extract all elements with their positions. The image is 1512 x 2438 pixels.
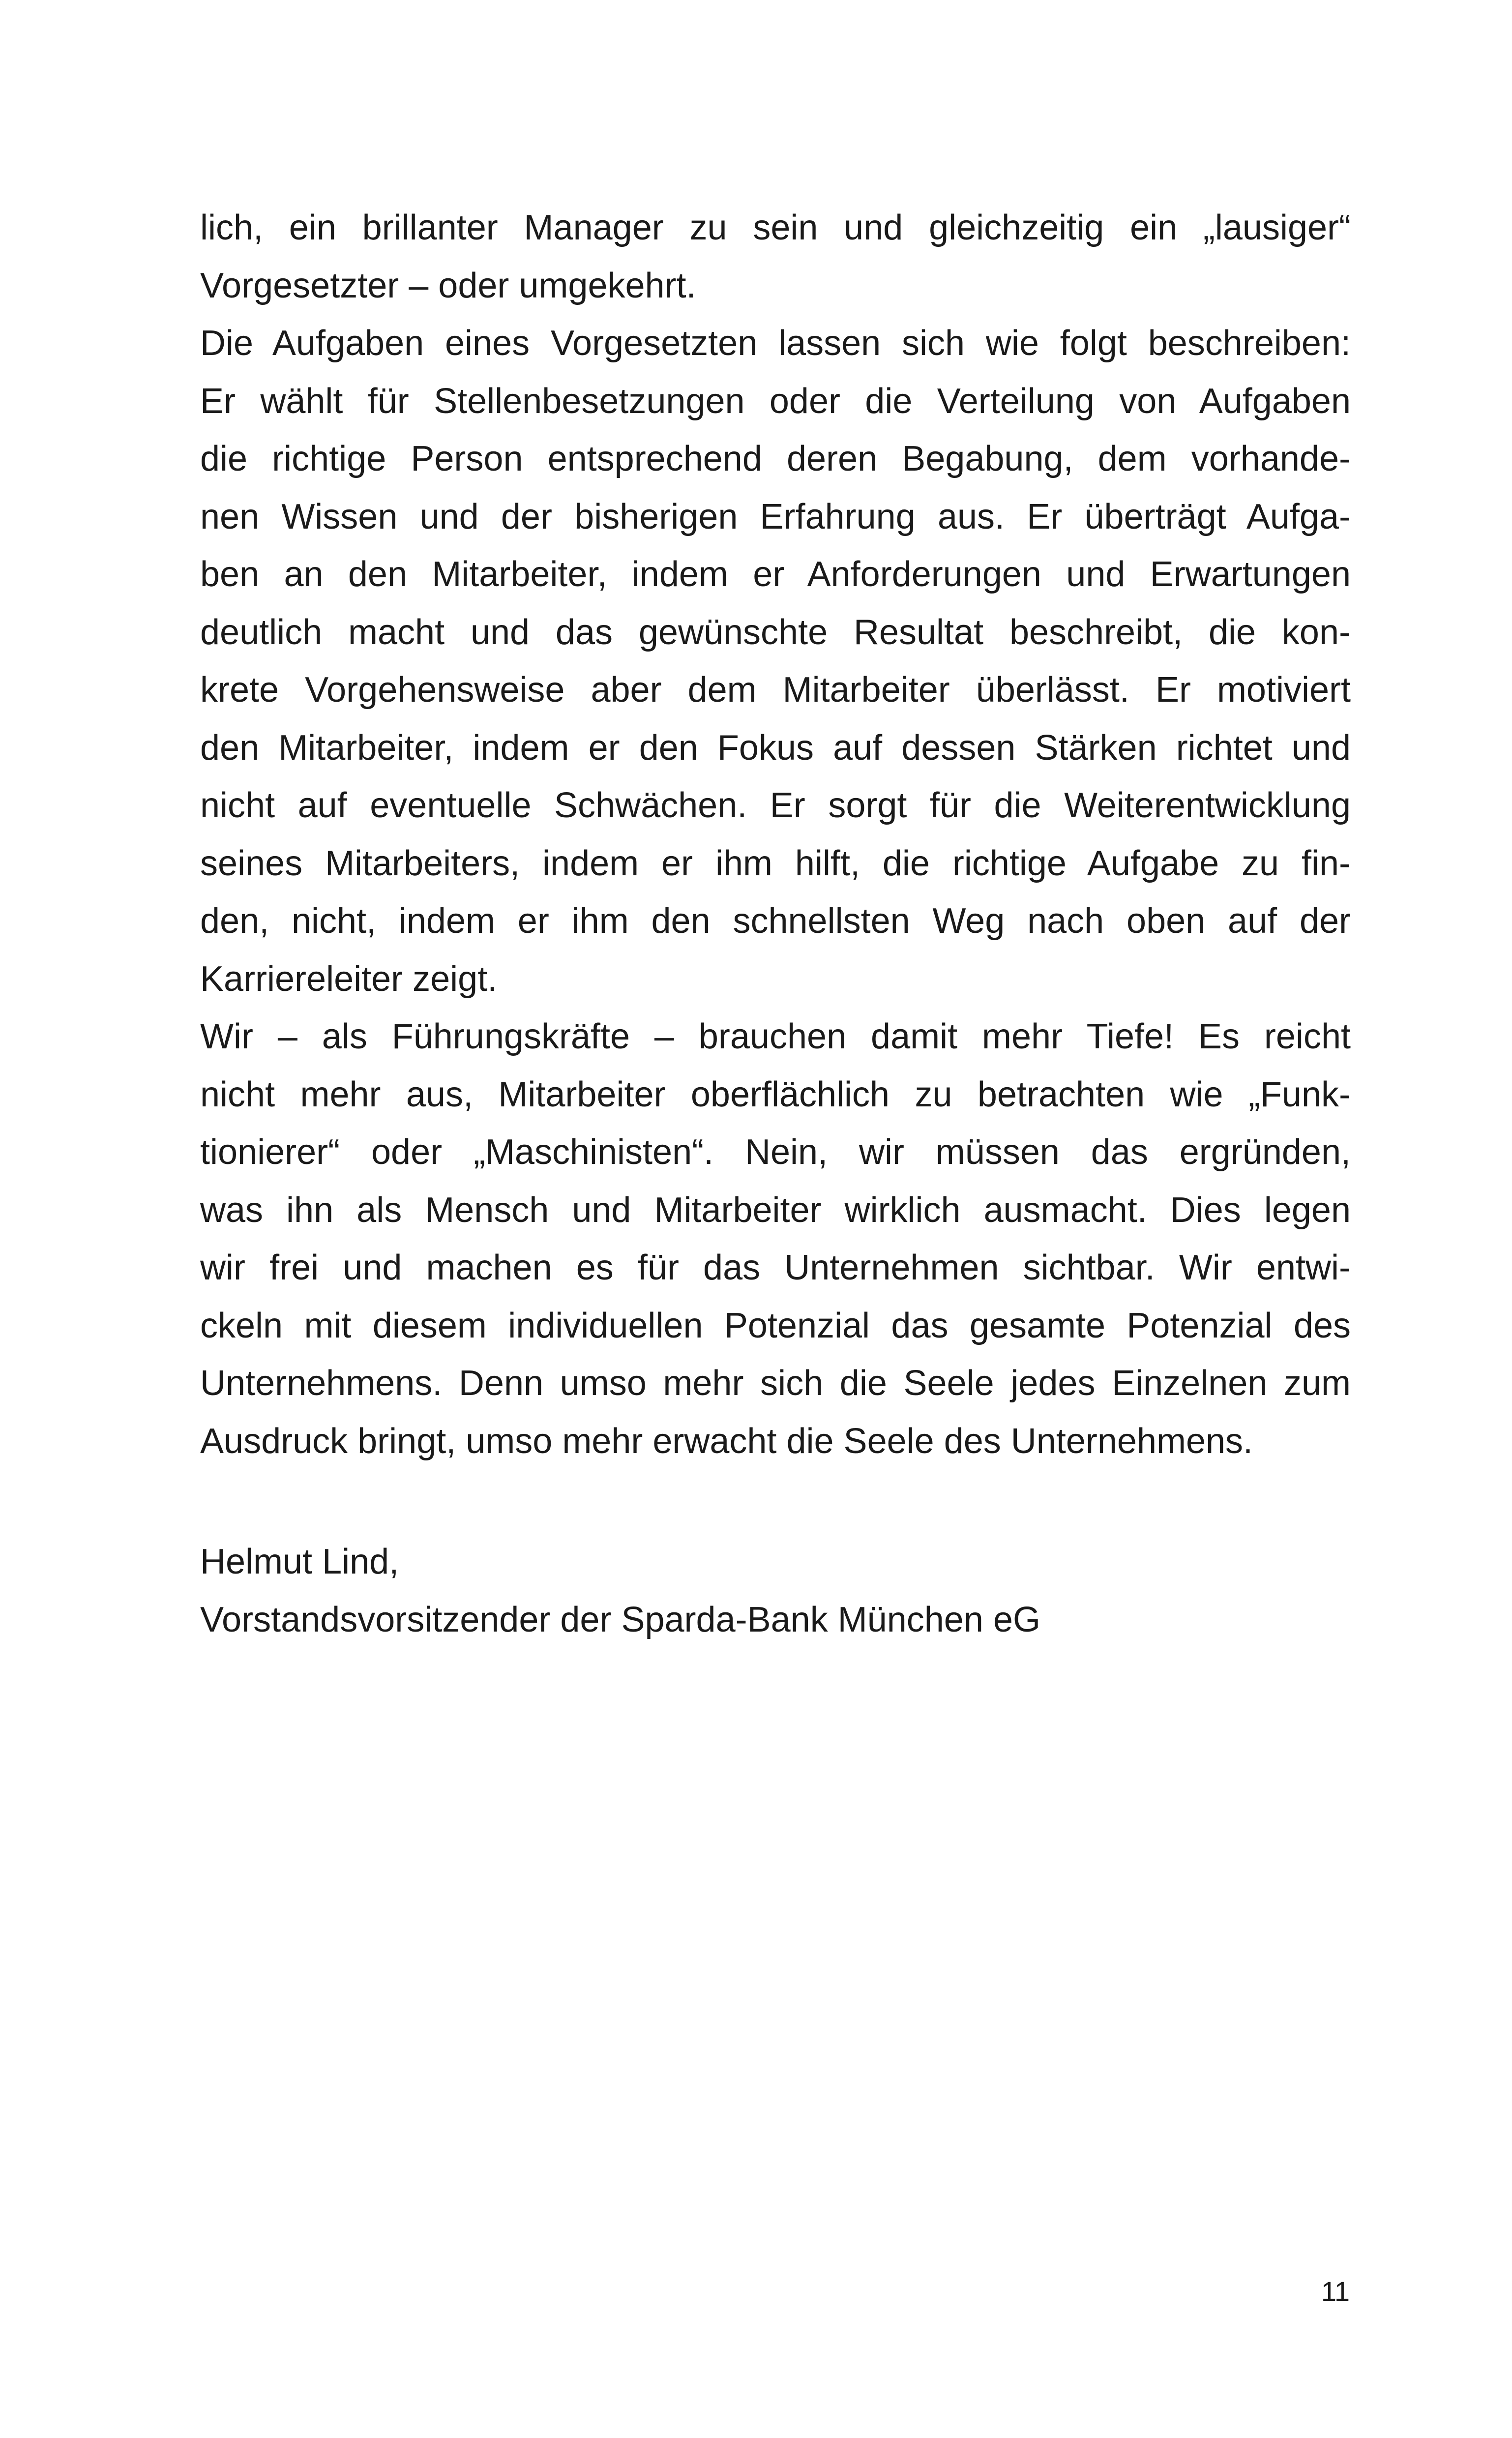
body-line: den Mitarbeiter, indem er den Fokus auf dessen Stärken richtet und: [200, 728, 1351, 768]
body-line: nen Wissen und der bisherigen Erfahrung aus. Er überträgt Aufga-: [200, 497, 1351, 536]
body-line: Die Aufgaben eines Vorgesetzten lassen sich wie folgt beschreiben:: [200, 324, 1351, 363]
body-line: nicht auf eventuelle Schwächen. Er sorgt für die Weiterentwicklung: [200, 786, 1351, 825]
body-line: krete Vorgehensweise aber dem Mitarbeiter überlässt. Er motiviert: [200, 670, 1351, 710]
signature-block: [200, 1533, 1351, 1649]
body-text: [200, 199, 1351, 1470]
body-line: Wir – als Führungskräfte – brauchen damit mehr Tiefe! Es reicht: [200, 1017, 1351, 1056]
body-line: Karriereleiter zeigt.: [200, 959, 498, 999]
body-line: deutlich macht und das gewünschte Resultat beschreibt, die kon-: [200, 612, 1351, 652]
body-line: seines Mitarbeiters, indem er ihm hilft, die richtige Aufgabe zu fin-: [200, 843, 1351, 883]
signature-name: Helmut Lind,: [200, 1542, 399, 1581]
body-line: ckeln mit diesem individuellen Potenzial das gesamte Potenzial des: [200, 1306, 1351, 1345]
page-number: 11: [1321, 2276, 1350, 2307]
body-line: die richtige Person entsprechend deren Begabung, dem vorhande-: [200, 439, 1351, 478]
body-line: Vorgesetzter – oder umgekehrt.: [200, 266, 696, 305]
body-line: lich, ein brillanter Manager zu sein und gleichzeitig ein „lausiger“: [200, 208, 1351, 247]
body-line: Ausdruck bringt, umso mehr erwacht die Seele des Unternehmens.: [200, 1421, 1253, 1461]
body-line: Unternehmens. Denn umso mehr sich die Seele jedes Einzelnen zum: [200, 1364, 1351, 1403]
body-line: was ihn als Mensch und Mitarbeiter wirklich ausmacht. Dies legen: [200, 1190, 1351, 1230]
body-line: wir frei und machen es für das Unternehmen sichtbar. Wir entwi-: [200, 1248, 1351, 1287]
body-line: ben an den Mitarbeiter, indem er Anforderungen und Erwartungen: [200, 555, 1351, 594]
body-line: den, nicht, indem er ihm den schnellsten Weg nach oben auf der: [200, 901, 1351, 941]
body-line: tionierer“ oder „Maschinisten“. Nein, wir müssen das ergründen,: [200, 1132, 1351, 1172]
body-line: Er wählt für Stellenbesetzungen oder die Verteilung von Aufgaben: [200, 381, 1351, 421]
signature-title: Vorstandsvorsitzender der Sparda-Bank München eG: [200, 1600, 1040, 1639]
body-line: nicht mehr aus, Mitarbeiter oberflächlich zu betrachten wie „Funk-: [200, 1074, 1351, 1114]
